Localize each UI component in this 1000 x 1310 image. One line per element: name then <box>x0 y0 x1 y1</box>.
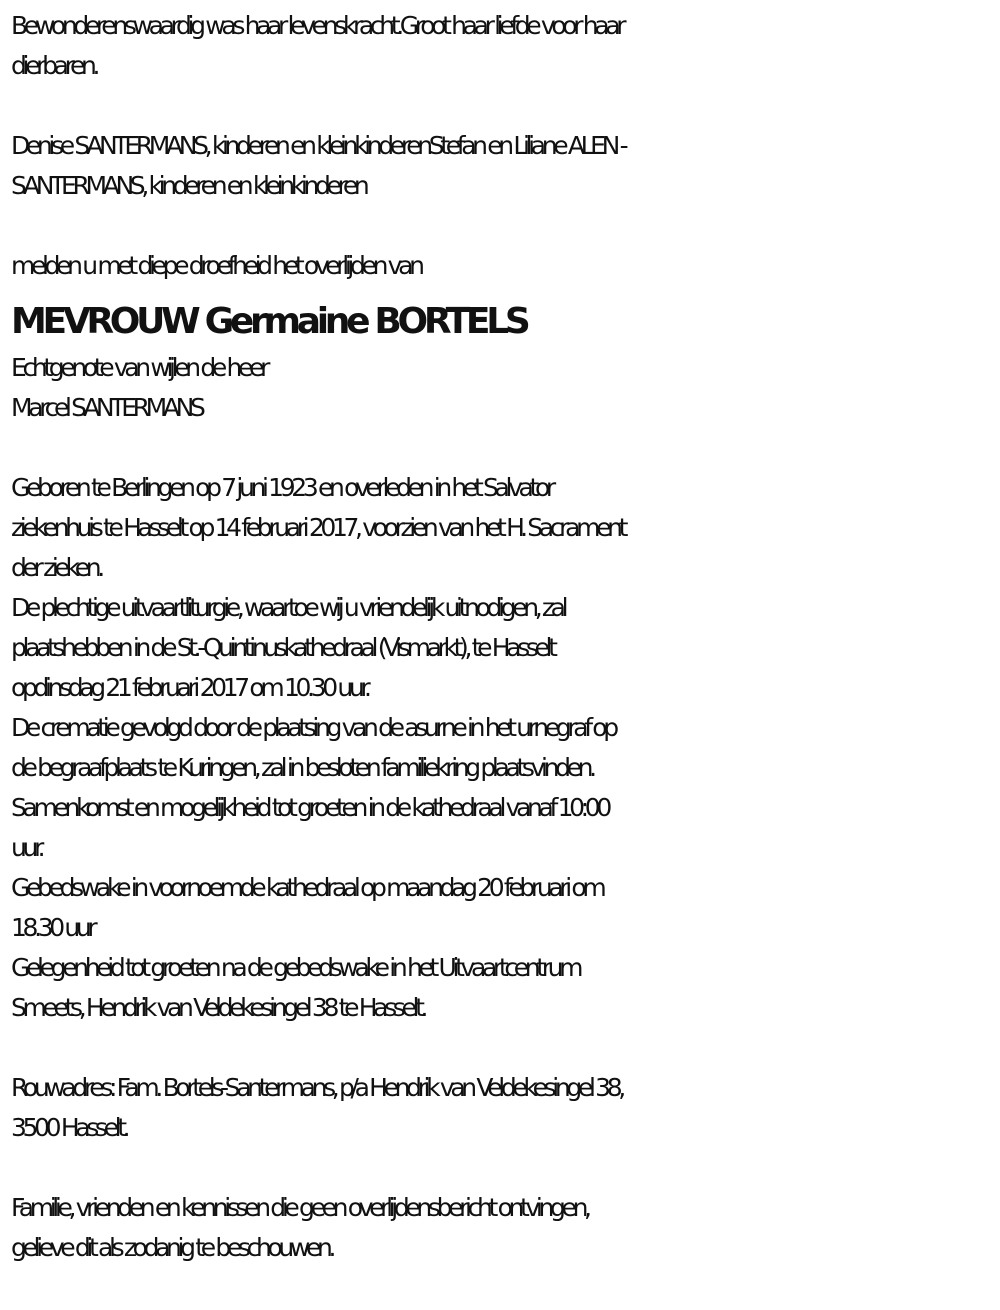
details-line: Samenkomst en mogelijkheid tot groeten in de kathedraal vanaf 10:00 <box>11 793 608 822</box>
paragraph-spacer <box>11 1148 996 1188</box>
paragraph-spacer <box>11 428 996 468</box>
spouse-line: Marcel SANTERMANS <box>11 393 202 422</box>
closing-line: gelieve dit als zodanig te beschouwen. <box>11 1233 333 1262</box>
spouse-line: Echtgenote van wijlen de heer <box>11 353 267 382</box>
deceased-name-heading: MEVROUW Germaine BORTELS <box>11 301 527 342</box>
details-line: De crematie gevolgd door de plaatsing van de asurne in het urnegraf op <box>11 713 615 742</box>
details-line: plaatshebben in de St.-Quintinuskathedraal (Vismarkt), te Hasselt <box>11 633 554 662</box>
closing-line: Familie, vrienden en kennissen die geen overlijdensbericht ontvingen, <box>11 1193 588 1222</box>
announcement-line: melden u met diepe droefheid het overlijden van <box>11 251 421 280</box>
details-line: ziekenhuis te Hasselt op 14 februari 2017, voorzien van het H. Sacrament <box>11 513 625 542</box>
details-line: de begraafplaats te Kuringen, zal in besloten familiekring plaatsvinden. <box>11 753 593 782</box>
paragraph-spacer <box>11 86 996 126</box>
details-line: De plechtige uitvaartliturgie, waartoe wij u vriendelijk uitnodigen, zal <box>11 593 565 622</box>
paragraph-spacer <box>11 1028 996 1068</box>
family-line: SANTERMANS, kinderen en kleinkinderen <box>11 171 366 200</box>
family-paragraph <box>11 126 996 206</box>
address-line: 3500 Hasselt. <box>11 1113 127 1142</box>
intro-line: Bewonderenswaardig was haar levenskracht.Groot haar liefde voor haar <box>11 11 623 40</box>
spouse-paragraph <box>11 348 996 428</box>
paragraph-spacer <box>11 206 996 246</box>
details-line: uur. <box>11 833 42 862</box>
details-line: Geboren te Berlingen op 7 juni 1923 en overleden in het Salvator <box>11 473 552 502</box>
intro-line: dierbaren. <box>11 51 97 80</box>
family-line: Denise SANTERMANS, kinderen en kleinkinderenStefan en Liliane ALEN - <box>11 131 625 160</box>
details-line: opdinsdag 21 februari 2017 om 10.30 uur. <box>11 673 368 702</box>
details-line: der zieken. <box>11 553 101 582</box>
details-line: Gebedswake in voornoemde kathedraal op maandag 20 februari om <box>11 873 603 902</box>
closing-paragraph <box>11 1188 996 1268</box>
details-line: Smeets, Hendrik van Veldekesingel 38 te Hasselt. <box>11 993 425 1022</box>
intro-paragraph <box>11 6 996 86</box>
details-line: Gelegenheid tot groeten na de gebedswake in het Uitvaartcentrum <box>11 953 580 982</box>
details-paragraph <box>11 468 996 1028</box>
details-line: 18.30 uur <box>11 913 94 942</box>
address-line: Rouwadres: Fam. Bortels-Santermans, p/a Hendrik van Veldekesingel 38, <box>11 1073 622 1102</box>
obituary-document <box>11 6 996 1268</box>
address-paragraph <box>11 1068 996 1148</box>
